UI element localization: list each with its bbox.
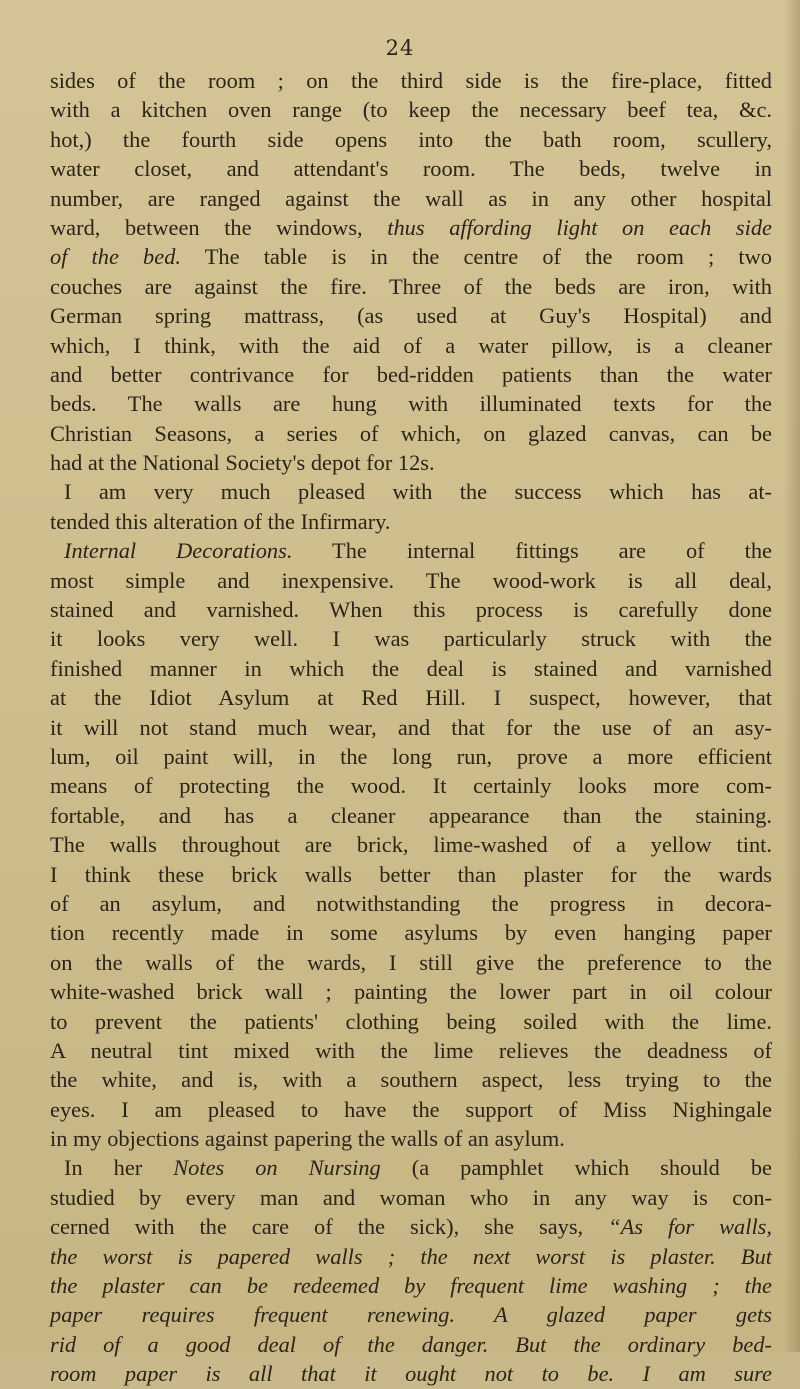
text-line: The walls throughout are brick, lime-washed of a yellow tint.	[50, 832, 772, 858]
text-line: tended this alteration of the Infirmary.	[50, 508, 391, 534]
text-line: to prevent the patients' clothing being soiled with the lime.	[50, 1008, 772, 1034]
text-run: In her	[64, 1155, 174, 1181]
italic-run: thus affording light on each side	[387, 214, 773, 240]
text-line: hot,) the fourth side opens into the bath room, scullery,	[50, 126, 772, 152]
text-line: couches are against the fire. Three of the beds are iron, with	[50, 273, 772, 299]
text-run: The internal fittings are of the	[292, 538, 772, 564]
text-line: it will not stand much wear, and that for the use of an asy-	[50, 714, 772, 740]
text-line: sides of the room ; on the third side is the fire-place, fitted	[50, 68, 772, 93]
quote-line: rid of a good deal of the danger. But the ordinary bed-	[50, 1331, 772, 1357]
text-line: I think these brick walls better than plaster for the wards	[50, 861, 772, 887]
text-line: beds. The walls are hung with illuminated texts for the	[50, 391, 772, 417]
italic-run: of the bed.	[50, 244, 181, 270]
text-line-mixed	[50, 242, 772, 271]
italic-run: “As for walls,	[608, 1214, 772, 1240]
text-line-mixed	[50, 1212, 772, 1241]
text-line: most simple and inexpensive. The wood-work is all deal,	[50, 567, 772, 593]
text-line: had at the National Society's depot for 12s.	[50, 450, 435, 476]
text-line: lum, oil paint will, in the long run, prove a more efficient	[50, 743, 772, 769]
text-run: ward, between the windows,	[50, 214, 388, 240]
quote-line: room paper is all that it ought not to be. I am sure	[50, 1361, 772, 1387]
text-line-mixed	[50, 1153, 772, 1182]
text-line: fortable, and has a cleaner appearance than the staining.	[50, 802, 772, 828]
text-run: cerned with the care of the sick), she says,	[50, 1214, 609, 1240]
text-line: white-washed brick wall ; painting the lower part in oil colour	[50, 979, 772, 1005]
page-number: 24	[385, 36, 415, 60]
text-line: on the walls of the wards, I still give the preference to the	[50, 949, 772, 975]
text-run: The table is in the centre of the room ; two	[181, 244, 772, 270]
text-line: Christian Seasons, a series of which, on glazed canvas, can be	[50, 420, 772, 446]
text-line: stained and varnished. When this process is carefully done	[50, 597, 772, 623]
text-line: water closet, and attendant's room. The beds, twelve in	[50, 156, 772, 182]
text-line: studied by every man and woman who in any way is con-	[50, 1184, 772, 1210]
text-line: and better contrivance for bed-ridden patients than the water	[50, 361, 772, 387]
text-line: I am very much pleased with the success which has at-	[64, 479, 772, 505]
quote-line: the plaster can be redeemed by frequent lime washing ; the	[50, 1273, 772, 1299]
text-line: eyes. I am pleased to have the support of Miss Nighingale	[50, 1096, 772, 1122]
italic-run: Notes on Nursing	[173, 1155, 381, 1181]
text-line: A neutral tint mixed with the lime relieves the deadness of	[50, 1037, 772, 1063]
quote-line: the worst is papered walls ; the next worst is plaster. But	[50, 1243, 772, 1269]
section-heading: Internal Decorations.	[64, 538, 293, 564]
text-line: in my objections against papering the walls of an asylum.	[50, 1126, 565, 1152]
page-edge-shadow	[784, 0, 800, 1352]
text-line: with a kitchen oven range (to keep the necessary beef tea, &c.	[50, 97, 772, 123]
text-line: the white, and is, with a southern aspect, less trying to the	[50, 1067, 772, 1093]
text-line: number, are ranged against the wall as in any other hospital	[50, 185, 772, 211]
text-line: German spring mattrass, (as used at Guy's Hospital) and	[50, 303, 772, 329]
body-text	[50, 66, 772, 1389]
quote-line: paper requires frequent renewing. A glazed paper gets	[50, 1302, 772, 1328]
text-line: which, I think, with the aid of a water pillow, is a cleaner	[50, 332, 772, 358]
text-line: it looks very well. I was particularly struck with the	[50, 626, 772, 652]
text-line: means of protecting the wood. It certainly looks more com-	[50, 773, 772, 799]
text-run: (a pamphlet which should be	[380, 1155, 772, 1181]
section-heading-line	[50, 536, 772, 565]
text-line: at the Idiot Asylum at Red Hill. I suspect, however, that	[50, 685, 772, 711]
text-line: of an asylum, and notwithstanding the progress in decora-	[50, 890, 772, 916]
text-line: finished manner in which the deal is stained and varnished	[50, 655, 772, 681]
text-line-mixed	[50, 213, 772, 242]
text-line: tion recently made in some asylums by even hanging paper	[50, 920, 772, 946]
